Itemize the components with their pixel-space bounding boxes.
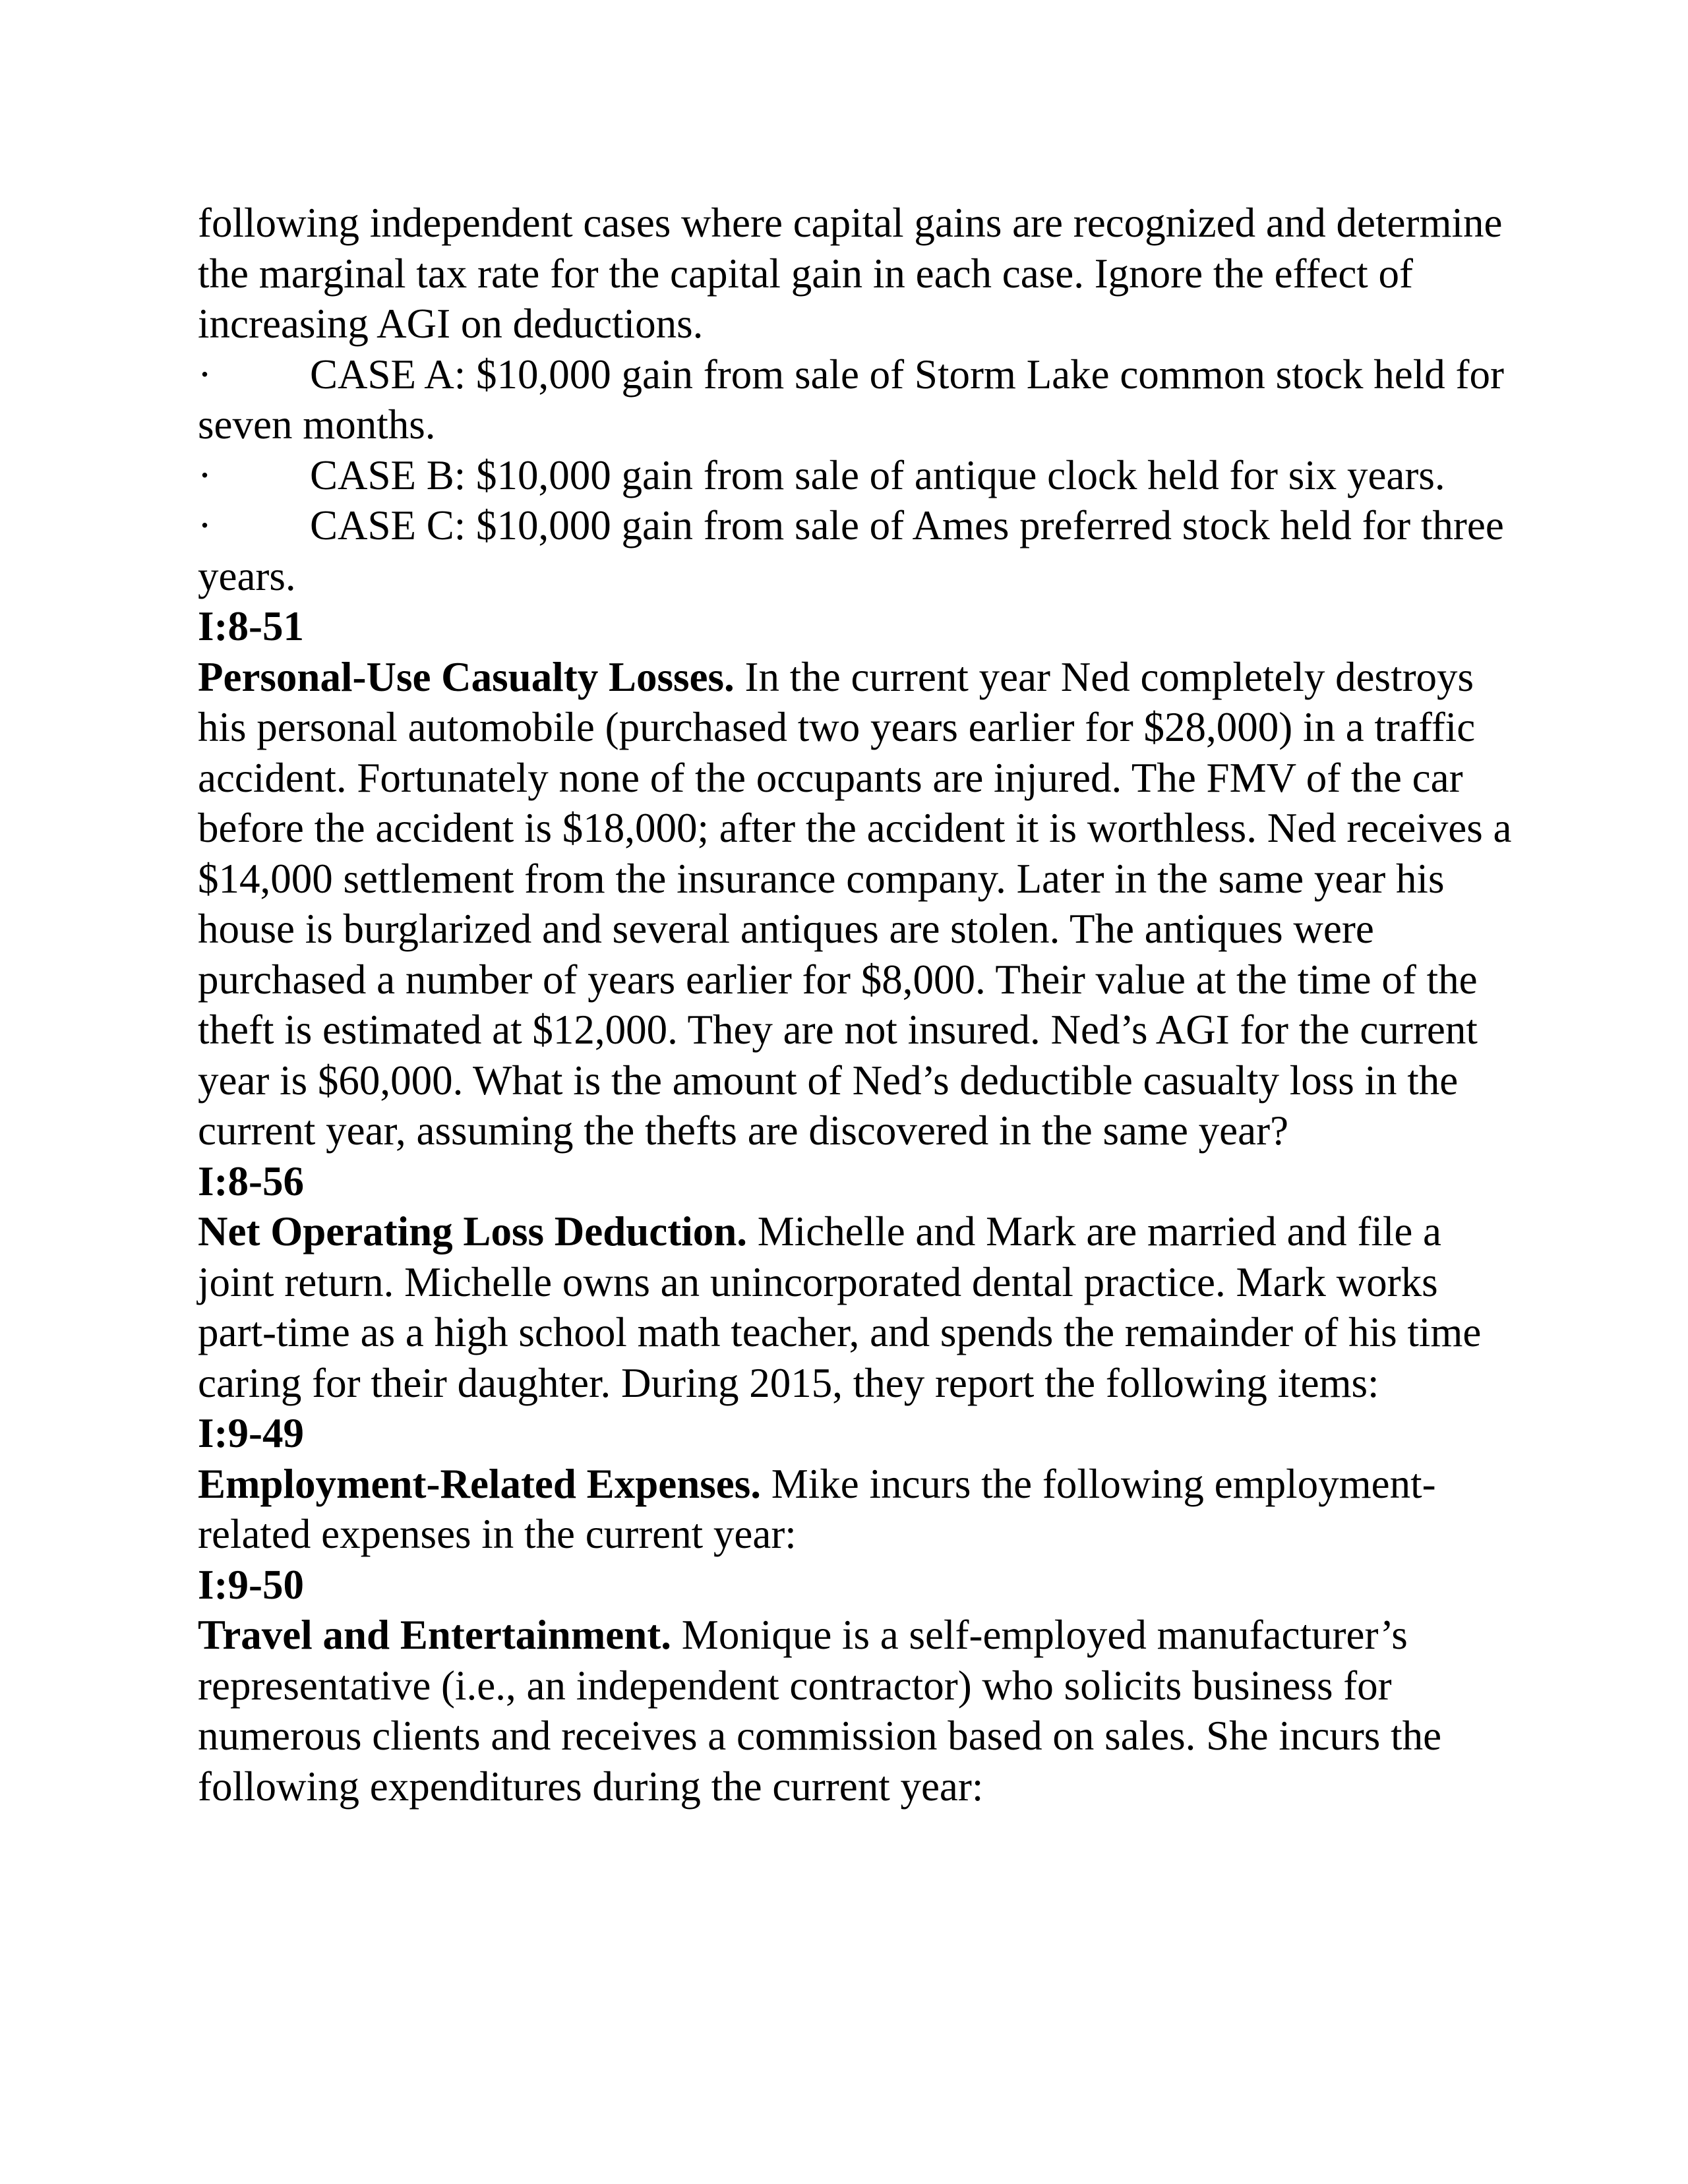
problem-title: Travel and Entertainment.	[198, 1612, 672, 1658]
case-c-text: CASE C: $10,000 gain from sale of Ames preferred stock held for three years.	[198, 502, 1504, 599]
problem-body: Monique is a self-employed manufacturer’s representative (i.e., an independent contractor) who solicits business for numerous clients and receives a commission based on sales. She incurs the following expenditures during the current year:	[198, 1612, 1442, 1810]
problem-body: In the current year Ned completely destroys his personal automobile (purchased two years earlier for $28,000) in a traffic accident. Fortunately none of the occupants are injured. The FMV of the car before the accident is $18,000; after the accident it is worthless. Ned receives a $14,000 settlement from the insurance company. Later in the same year his house is burglarized and several antiques are stolen. The antiques were purchased a number of years earlier for $8,000. Their value at the time of the theft is estimated at $12,000. They are not insured. Ned’s AGI for the current year is $60,000. What is the amount of Ned’s deductible casualty loss in the current year, assuming the thefts are discovered in the same year?	[198, 653, 1512, 1154]
problem-number-9-49: I:9-49	[198, 1410, 304, 1456]
problem-paragraph-9-50	[198, 1610, 1523, 1812]
problem-number-9-50: I:9-50	[198, 1561, 304, 1608]
document-page	[198, 198, 1523, 1812]
intro-paragraph: following independent cases where capital gains are recognized and determine the marginal tax rate for the capital gain in each case. Ignore the effect of increasing AGI on deductions.	[198, 200, 1503, 347]
problem-paragraph-8-56	[198, 1206, 1523, 1408]
case-b-text: CASE B: $10,000 gain from sale of antique clock held for six years.	[310, 452, 1445, 498]
problem-paragraph-9-49	[198, 1459, 1523, 1560]
problem-title: Net Operating Loss Deduction.	[198, 1208, 747, 1254]
problem-title: Employment-Related Expenses.	[198, 1460, 761, 1507]
bullet-icon: ·	[198, 452, 212, 498]
problem-body: Mike incurs the following employment-related expenses in the current year:	[198, 1460, 1436, 1557]
problem-title: Personal-Use Casualty Losses.	[198, 653, 735, 700]
case-a-item	[198, 349, 1523, 450]
problem-number-8-56: I:8-56	[198, 1158, 304, 1204]
problem-body: Michelle and Mark are married and file a joint return. Michelle owns an unincorporated dental practice. Mark works part-time as a high school math teacher, and spends the remainder of his time caring for their daughter. During 2015, they report the following items:	[198, 1208, 1482, 1406]
bullet-icon: ·	[198, 502, 212, 548]
bullet-icon: ·	[198, 351, 212, 398]
case-a-text: CASE A: $10,000 gain from sale of Storm Lake common stock held for seven months.	[198, 351, 1504, 448]
problem-number-8-51: I:8-51	[198, 603, 304, 649]
case-c-item	[198, 500, 1523, 601]
case-b-item	[198, 450, 1523, 501]
problem-paragraph-8-51	[198, 652, 1523, 1156]
